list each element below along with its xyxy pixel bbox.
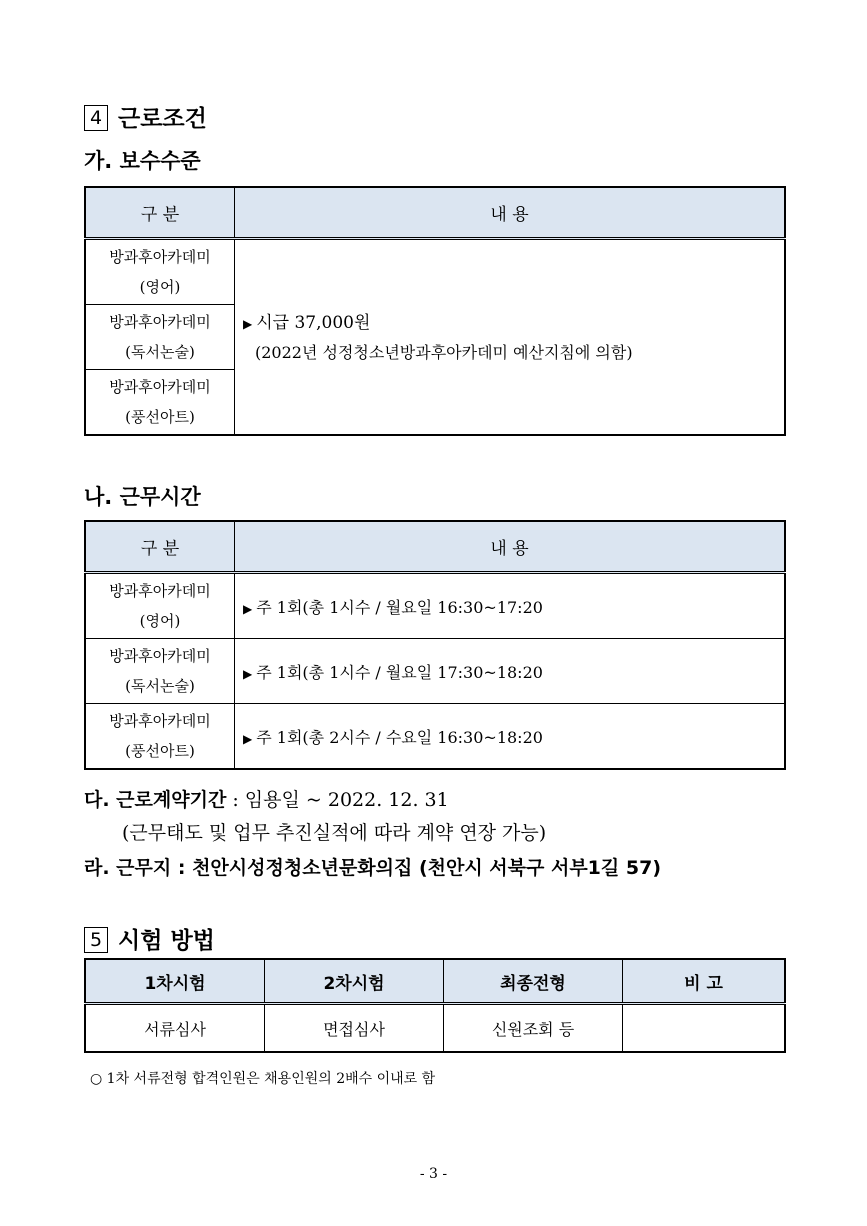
category-cell [85, 370, 235, 436]
triangle-bullet-icon: ▶ [243, 316, 253, 331]
section-title: 시험 방법 [118, 928, 215, 954]
exam-note: ○ 1차 서류전형 합격인원은 채용인원의 2배수 이내로 함 [90, 1071, 436, 1087]
category-sub: (독서논술) [125, 343, 195, 361]
table-row [85, 1004, 785, 1053]
table-row [85, 639, 785, 704]
category-sub: (영어) [139, 278, 181, 296]
exam-table-header [85, 959, 785, 1004]
col-stage2: 2차시험 [265, 959, 444, 1004]
category-sub: (영어) [139, 612, 181, 630]
table-row [85, 239, 785, 305]
section-number-box: 5 [84, 927, 108, 953]
exam-table [84, 958, 786, 1053]
category-cell [85, 704, 235, 770]
category-name: 방과후아카데미 [109, 313, 211, 331]
triangle-bullet-icon: ▶ [243, 666, 253, 681]
section-title: 근로조건 [118, 106, 207, 132]
col-stage1: 1차시험 [85, 959, 265, 1004]
col-content: 내 용 [235, 521, 786, 573]
schedule-text: 주 1회(총 1시수 / 월요일 17:30~18:20 [256, 662, 543, 682]
category-sub: (독서논술) [125, 677, 195, 695]
col-remarks: 비 고 [623, 959, 786, 1004]
pay-content-cell [235, 239, 786, 436]
schedule-text: 주 1회(총 1시수 / 월요일 16:30~17:20 [256, 597, 543, 617]
category-name: 방과후아카데미 [109, 582, 211, 600]
category-name: 방과후아카데미 [109, 378, 211, 396]
exam-cell: 신원조회 등 [444, 1004, 623, 1053]
pay-content-line2: (2022년 성정청소년방과후아카데미 예산지침에 의함) [255, 342, 633, 362]
category-cell [85, 305, 235, 370]
exam-cell [623, 1004, 786, 1053]
col-final: 최종전형 [444, 959, 623, 1004]
contract-label: 다. 근로계약기간 [84, 789, 227, 811]
pay-table [84, 186, 786, 436]
category-cell [85, 639, 235, 704]
triangle-bullet-icon: ▶ [243, 601, 253, 616]
category-name: 방과후아카데미 [109, 248, 211, 266]
hours-content-cell [235, 704, 786, 770]
col-content: 내 용 [235, 187, 786, 239]
section-5-heading [84, 922, 215, 955]
category-sub: (풍선아트) [125, 408, 195, 426]
table-row [85, 704, 785, 770]
contract-note: (근무태도 및 업무 추진실적에 따라 계약 연장 가능) [122, 822, 547, 844]
hours-table-header [85, 521, 785, 573]
triangle-bullet-icon: ▶ [243, 731, 253, 746]
hours-heading: 나. 근무시간 [84, 485, 201, 509]
category-cell [85, 239, 235, 305]
page-number: - 3 - [419, 1166, 448, 1182]
schedule-text: 주 1회(총 2시수 / 수요일 16:30~18:20 [256, 727, 543, 747]
hours-table [84, 520, 786, 770]
exam-cell: 서류심사 [85, 1004, 265, 1053]
category-name: 방과후아카데미 [109, 712, 211, 730]
section-4-heading [84, 100, 207, 133]
workplace-line: 라. 근무지 : 천안시성정청소년문화의집 (천안시 서북구 서부1길 57) [84, 857, 661, 879]
category-cell [85, 573, 235, 639]
col-category: 구 분 [85, 521, 235, 573]
hours-content-cell [235, 639, 786, 704]
table-row [85, 573, 785, 639]
hours-content-cell [235, 573, 786, 639]
col-category: 구 분 [85, 187, 235, 239]
pay-heading: 가. 보수수준 [84, 149, 201, 173]
contract-line [84, 785, 449, 812]
category-sub: (풍선아트) [125, 742, 195, 760]
exam-cell: 면접심사 [265, 1004, 444, 1053]
pay-content-line1 [243, 308, 784, 339]
section-number-box: 4 [84, 105, 108, 131]
pay-table-header [85, 187, 785, 239]
contract-period: : 임용일 ~ 2022. 12. 31 [226, 789, 449, 811]
category-name: 방과후아카데미 [109, 647, 211, 665]
pay-rate: 시급 37,000원 [256, 312, 371, 333]
